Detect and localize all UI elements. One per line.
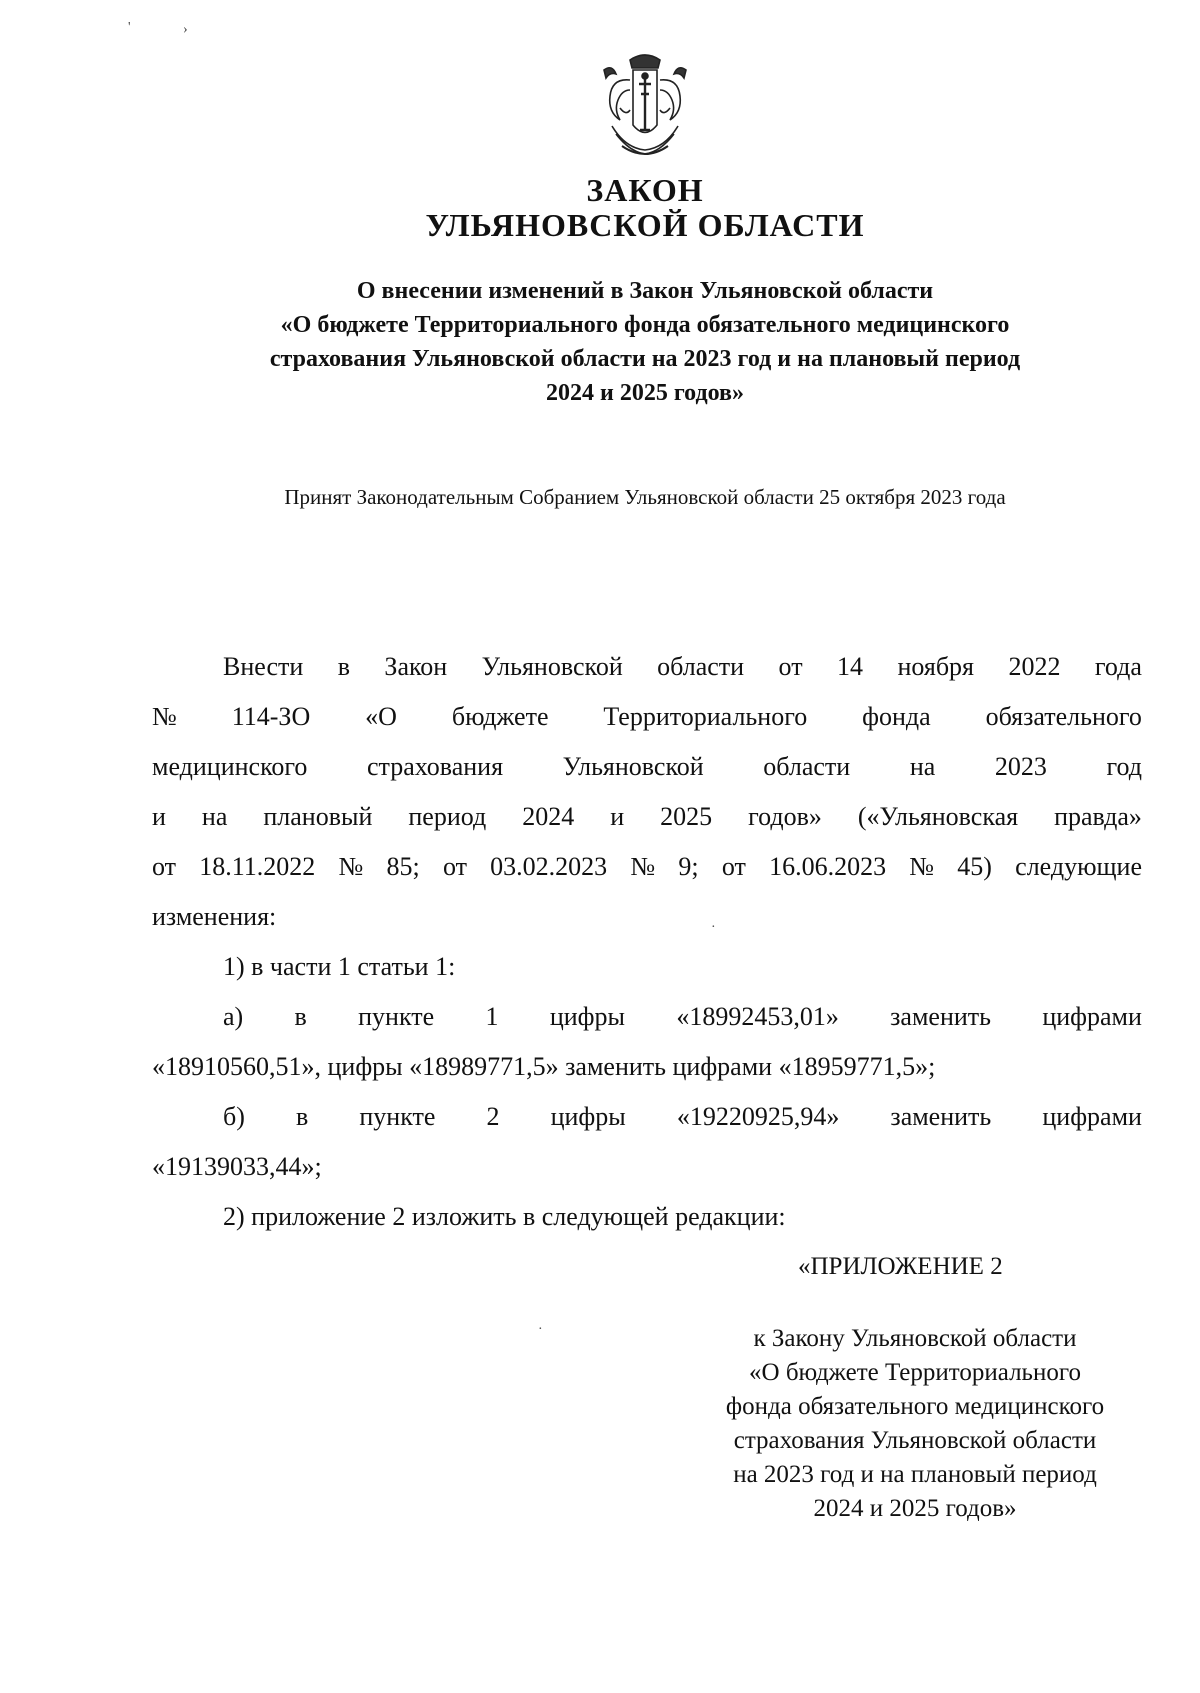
body-line: изменения: [152, 902, 277, 931]
appendix-caption-line: 2024 и 2025 годов» [813, 1495, 1017, 1522]
appendix-caption-line: страхования Ульяновской области [733, 1427, 1097, 1454]
word: 85; [386, 852, 420, 881]
list-item [223, 1101, 1142, 1133]
word: года [1094, 652, 1142, 681]
word: 2025 [660, 802, 713, 831]
adoption-note: Принят Законодательным Собранием Ульяновской области 25 октября 2023 года [284, 485, 1006, 509]
word: в [337, 652, 350, 681]
word: ноября [897, 652, 975, 681]
word: следующие [1015, 852, 1142, 881]
scan-mark: · [711, 920, 716, 935]
word: фонда [862, 702, 931, 731]
word: на [909, 752, 936, 781]
document-title-region: УЛЬЯНОВСКОЙ ОБЛАСТИ [425, 207, 865, 243]
word: период [408, 802, 487, 831]
word: обязательного [985, 702, 1142, 731]
word: цифрами [1042, 1102, 1142, 1131]
word: цифры [550, 1102, 626, 1131]
word: Ульяновской [562, 752, 704, 781]
body-line [152, 801, 1142, 833]
subject-line: О внесении изменений в Закон Ульяновской области [356, 278, 934, 304]
word: год [1106, 752, 1142, 781]
word: от [721, 852, 746, 881]
word: 2 [486, 1102, 500, 1131]
word: от [778, 652, 803, 681]
word: пункте [358, 1002, 435, 1031]
word: № [152, 702, 177, 731]
appendix-caption-line: фонда обязательного медицинского [725, 1393, 1105, 1420]
word: заменить [890, 1002, 991, 1031]
word: плановый [263, 802, 373, 831]
body-line: «18910560,51», цифры «18989771,5» заменить цифрами «18959771,5»; [152, 1052, 936, 1081]
word: цифрами [1042, 1002, 1142, 1031]
body-line [223, 651, 1142, 683]
list-item: 1) в части 1 статьи 1: [223, 952, 456, 981]
word: 2023 [994, 752, 1047, 781]
body-line [152, 751, 1142, 783]
word: 1 [485, 1002, 499, 1031]
word: 18.11.2022 [199, 852, 316, 881]
word: № [909, 852, 935, 881]
scan-mark: › [183, 22, 188, 37]
word: («Ульяновская [857, 802, 1019, 831]
word: от [442, 852, 467, 881]
word: и [152, 802, 166, 831]
body-line [152, 851, 1142, 883]
word: 2024 [522, 802, 575, 831]
appendix-heading: «ПРИЛОЖЕНИЕ 2 [798, 1253, 1003, 1280]
word: «19220925,94» [676, 1102, 840, 1131]
law-subject [170, 274, 1120, 410]
word: а) [223, 1002, 244, 1031]
word: на [201, 802, 228, 831]
word: и [610, 802, 625, 831]
word: бюджете [451, 702, 549, 731]
body-line [152, 701, 1142, 733]
word: области [763, 752, 851, 781]
word: 14 [837, 652, 863, 681]
list-item: 2) приложение 2 изложить в следующей редакции: [223, 1202, 786, 1231]
appendix-caption-line: к Закону Ульяновской области [753, 1325, 1077, 1352]
appendix-caption-line: «О бюджете Территориального [749, 1359, 1081, 1386]
word: «18992453,01» [676, 1002, 839, 1031]
word: б) [223, 1102, 245, 1131]
word: правда» [1054, 802, 1142, 831]
word: 114-ЗО [231, 702, 311, 731]
subject-line: «О бюджете Территориального фонда обязательного медицинского [280, 312, 1010, 338]
word: № [338, 852, 364, 881]
body-line: «19139033,44»; [152, 1152, 322, 1181]
word: Территориального [603, 702, 808, 731]
word: заменить [890, 1102, 992, 1131]
word: № [630, 852, 656, 881]
word: Ульяновской [481, 652, 623, 681]
scan-mark: · [538, 1322, 543, 1337]
subject-line: страхования Ульяновской области на 2023 год и на плановый период [269, 346, 1021, 372]
word: 16.06.2023 [769, 852, 887, 881]
word: 2022 [1008, 652, 1061, 681]
word: Внести [223, 652, 304, 681]
appendix-caption-line: на 2023 год и на плановый период [733, 1461, 1097, 1488]
word: в [295, 1102, 309, 1131]
word: в [294, 1002, 307, 1031]
word: Закон [384, 652, 448, 681]
appendix-caption [690, 1322, 1140, 1526]
word: 9; [678, 852, 699, 881]
coat-of-arms-icon [590, 50, 700, 165]
word: цифры [549, 1002, 625, 1031]
word: 03.02.2023 [490, 852, 608, 881]
word: от [152, 852, 177, 881]
word: медицинского [152, 752, 308, 781]
document-title: ЗАКОН [586, 172, 704, 208]
word: пункте [359, 1102, 436, 1131]
word: годов» [748, 802, 822, 831]
word: страхования [367, 752, 504, 781]
word: «О [365, 702, 397, 731]
word: области [657, 652, 745, 681]
word: 45) [957, 852, 992, 881]
subject-line: 2024 и 2025 годов» [546, 380, 744, 406]
scan-mark: ' [128, 20, 131, 35]
list-item [223, 1001, 1142, 1033]
